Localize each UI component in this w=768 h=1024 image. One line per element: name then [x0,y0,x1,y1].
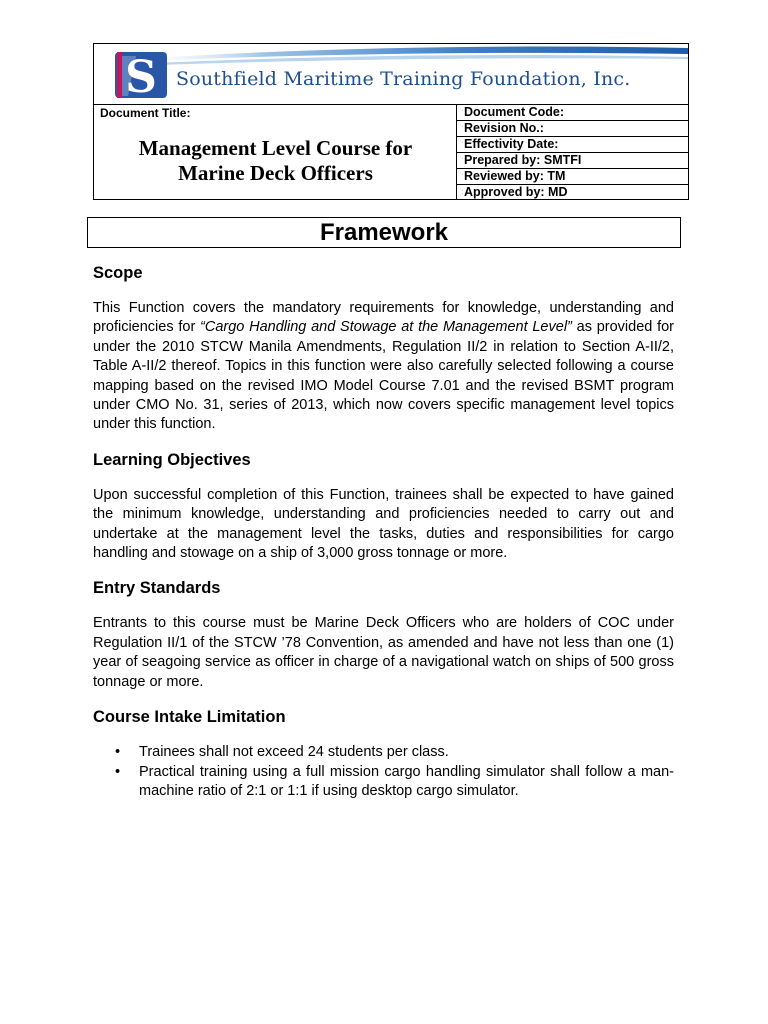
entry-standards-paragraph: Entrants to this course must be Marine Deck Officers who are holders of COC under Regulation II/1 of the STCW ’78 Convention, as amended and have not less than one (1) year of seagoing service as officer in charge of a navigational watch on ships of 500 gross tonnage or more. [93,615,674,690]
document-title [94,136,457,186]
meta-prepared-by: Prepared by: SMTFI [457,153,688,169]
header-banner [94,44,688,105]
document-header [93,43,689,200]
logo-letter: S [125,52,157,100]
document-title-line-2: Marine Deck Officers [178,161,373,185]
document-title-line-1: Management Level Course for [138,136,413,160]
document-title-label: Document Title: [100,106,191,120]
scope-text-before: This Function covers the mandatory requirements for knowledge, understanding and proficiencies for [93,300,674,336]
learning-objectives-heading: Learning Objectives [93,450,251,469]
meta-approved-by: Approved by: MD [464,185,568,199]
entry-standards-heading: Entry Standards [93,579,221,598]
learning-objectives-paragraph: Upon successful completion of this Function, trainees shall be expected to have gained the minimum knowledge, understanding and proficiencies needed to carry out and undertake at the management level the tasks, duties and responsibilities for cargo handling and stowage on a ship of 3,000 gross tonnage or more. [93,486,674,562]
meta-revision-no: Revision No.: [457,121,688,137]
framework-title: Framework [87,217,681,248]
organization-name: Southfield Maritime Training Foundation, Inc. [176,68,631,90]
document-body [93,262,674,801]
scope-heading: Scope [93,264,143,282]
scope-text-after: as provided for under the 2010 STCW Manila Amendments, Regulation II/2 in relation to Section A-II/2, Table A-II/2 thereof. Topics in this function were also carefully selected following a course mapping based on the revised IMO Model Course 7.01 and the revised BSMT program under CMO No. 31, series of 2013, which now covers specific management level topics under this function. [93,319,674,433]
scope-paragraph [93,299,674,435]
document-title-cell [94,105,457,200]
foundation-logo [114,50,168,100]
scope-text-italic: “Cargo Handling and Stowage at the Management Level” [200,319,572,336]
document-meta-column [457,105,688,200]
list-item: • Trainees shall not exceed 24 students per class. [93,743,674,762]
meta-document-code: Document Code: [457,105,688,121]
meta-effectivity-date: Effectivity Date: [457,137,688,153]
meta-reviewed-by: Reviewed by: TM [457,169,688,185]
intake-limitation-heading: Course Intake Limitation [93,708,286,727]
list-item: • Practical training using a full mission cargo handling simulator shall follow a man-machine ratio of 2:1 or 1:1 if using desktop cargo simulator. [93,763,674,802]
intake-limitation-list [93,743,674,801]
